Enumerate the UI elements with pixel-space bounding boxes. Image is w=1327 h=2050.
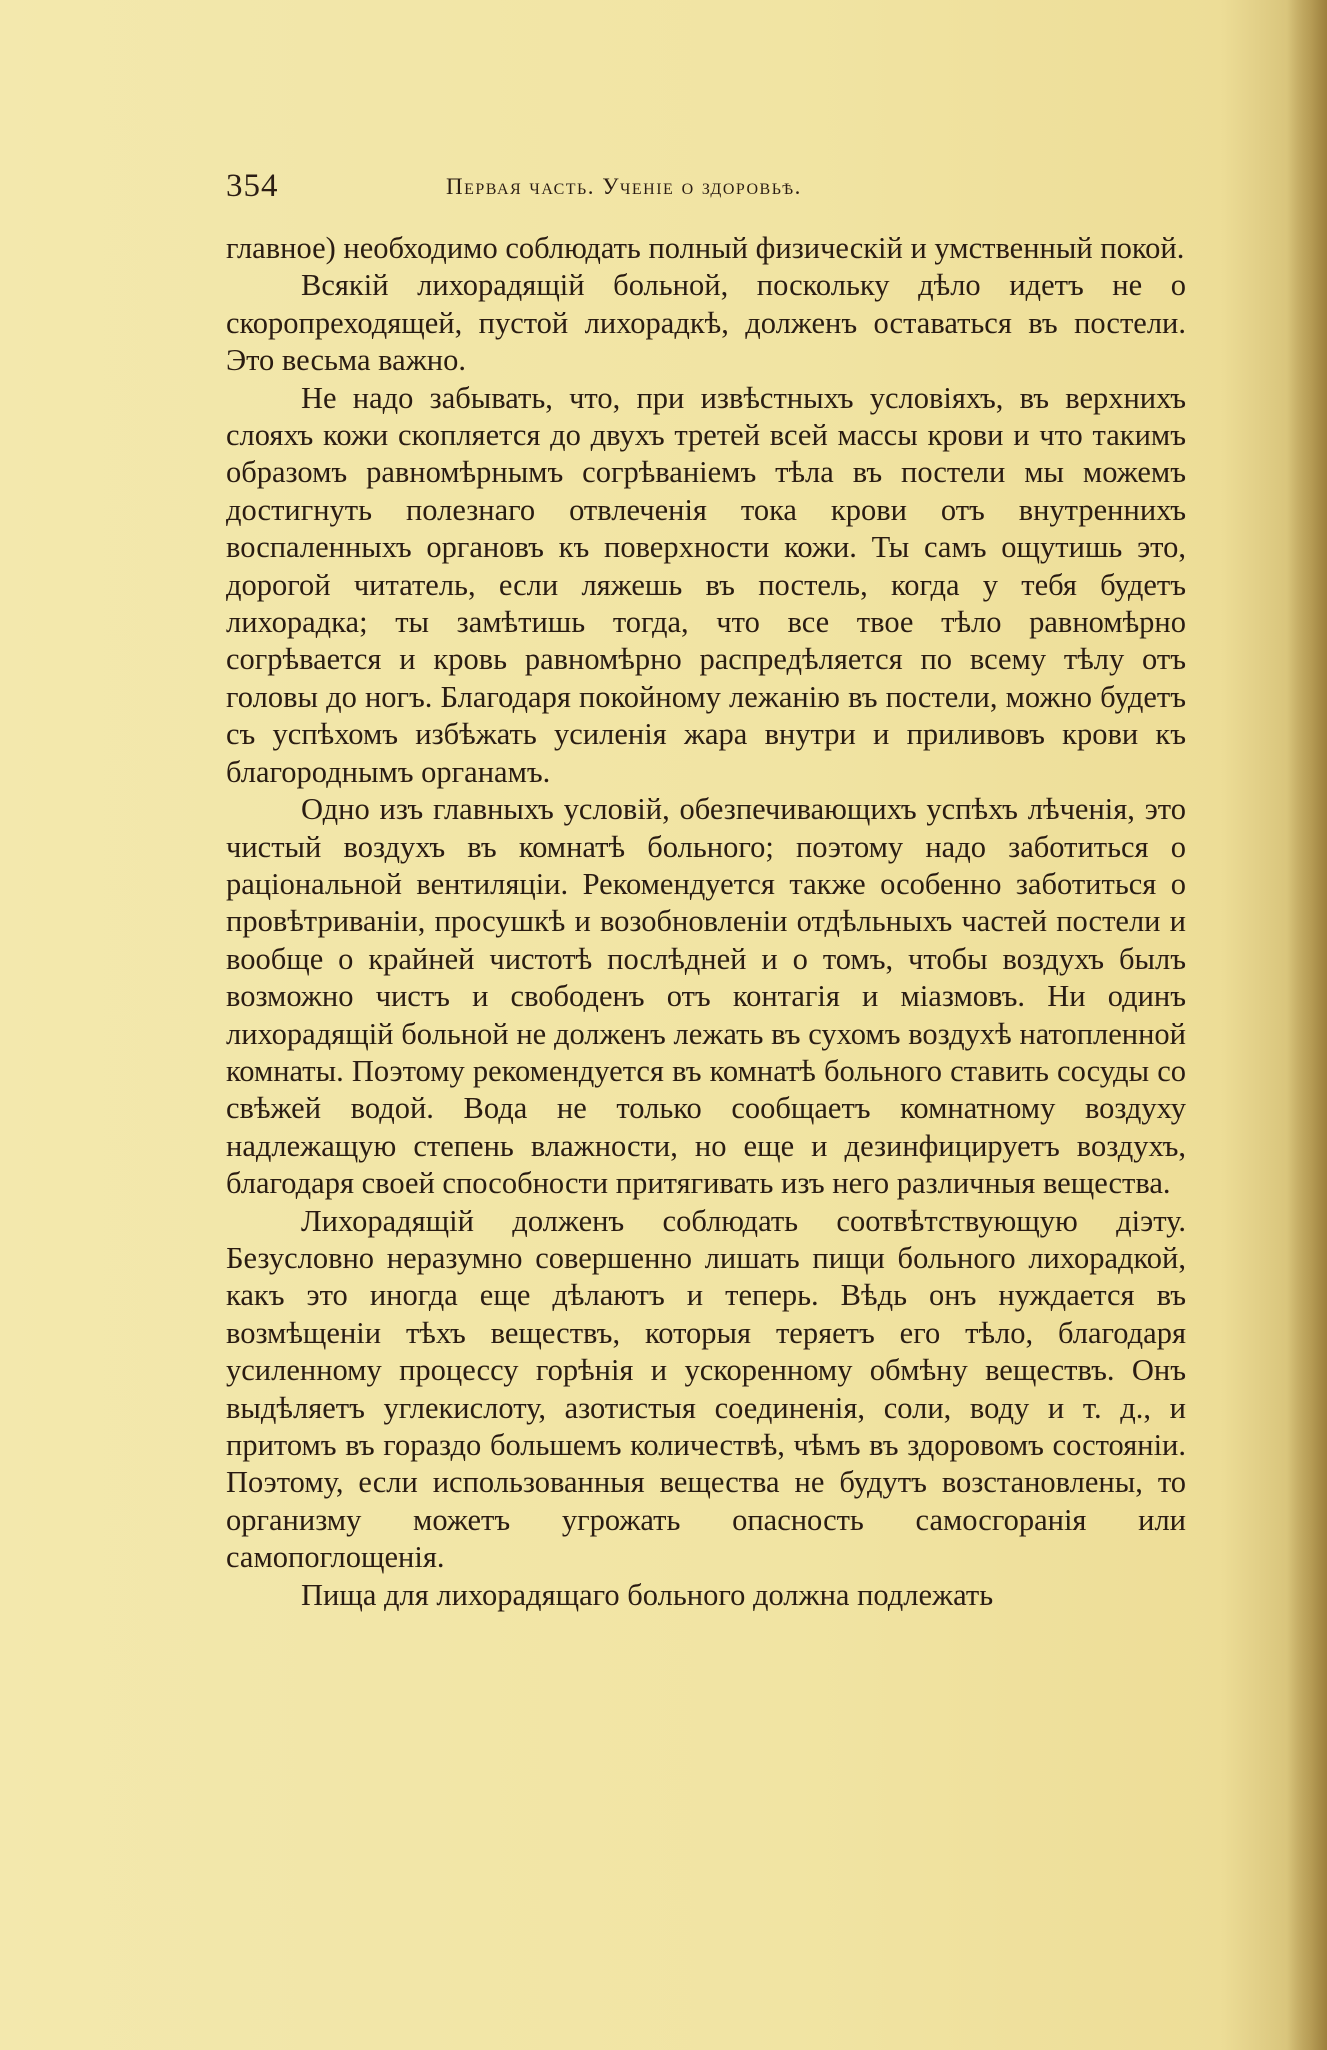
page-edge-shadow [1287, 0, 1327, 2050]
paragraph-4: Одно изъ главныхъ условій, обезпечивающихъ успѣхъ лѣченія, это чистый воздухъ въ комнатѣ больного; поэтому надо заботиться о раціональной вентиляціи. Рекомендуется также особенно заботиться о провѣтриваніи, просушкѣ и возобновленіи отдѣльныхъ частей постели и вообще о крайней чистотѣ послѣдней и о томъ, чтобы воздухъ былъ возможно чистъ и свободенъ отъ контагія и міазмовъ. Ни одинъ лихорадящій больной не долженъ лежать въ сухомъ воздухѣ натопленной комнаты. Поэтому рекомендуется въ комнатѣ больного ставить сосуды со свѣжей водой. Вода не только сообщаетъ комнатному воздуху надлежащую степень влажности, но еще и дезинфицируетъ воздухъ, благодаря своей способности притягивать изъ него различныя вещества. [226, 792, 1186, 1201]
paragraph-2: Всякій лихорадящій больной, поскольку дѣло идетъ не о скоропреходящей, пустой лихорадкѣ, долженъ оставаться въ постели. Это весьма важно. [226, 268, 1186, 378]
paragraph-5: Лихорадящій долженъ соблюдать соотвѣтствующую діэту. Безусловно неразумно совершенно лишать пищи больного лихорадкой, какъ это иногда еще дѣлаютъ и теперь. Вѣдь онъ нуждается въ возмѣщеніи тѣхъ веществъ, которыя теряетъ его тѣло, благодаря усиленному процессу горѣнія и ускоренному обмѣну веществъ. Онъ выдѣляетъ углекислоту, азотистыя соединенія, соли, воду и т. д., и притомъ въ гораздо большемъ количествѣ, чѣмъ въ здоровомъ состояніи. Поэтому, если использованныя вещества не будутъ возстановлены, то организму можетъ угрожать опасность самосгоранія или самопоглощенія. [226, 1203, 1186, 1575]
page-header [226, 168, 1196, 208]
body-text [226, 230, 1186, 1614]
running-title: Первая часть. Ученіе о здоровьѣ. [446, 174, 802, 199]
paragraph-6: Пища для лихорадящаго больного должна подлежать [301, 1577, 994, 1612]
paragraph-3: Не надо забывать, что, при извѣстныхъ условіяхъ, въ верхнихъ слояхъ кожи скопляется до двухъ третей всей массы крови и что такимъ образомъ равномѣрнымъ согрѣваніемъ тѣла въ постели мы можемъ достигнуть полезнаго отвлеченія тока крови отъ внутреннихъ воспаленныхъ органовъ къ поверхности кожи. Ты самъ ощутишь это, дорогой читатель, если ляжешь въ постель, когда у тебя будетъ лихорадка; ты замѣтишь тогда, что все твое тѣло равномѣрно согрѣвается и кровь равномѣрно распредѣляется по всему тѣлу отъ головы до ногъ. Благодаря покойному лежанію въ постели, можно будетъ съ успѣхомъ избѣжать усиленія жара внутри и приливовъ крови къ благороднымъ органамъ. [226, 380, 1186, 789]
page-number: 354 [226, 168, 279, 204]
paragraph-1: главное) необходимо соблюдать полный физическій и умственный покой. [226, 231, 1185, 265]
